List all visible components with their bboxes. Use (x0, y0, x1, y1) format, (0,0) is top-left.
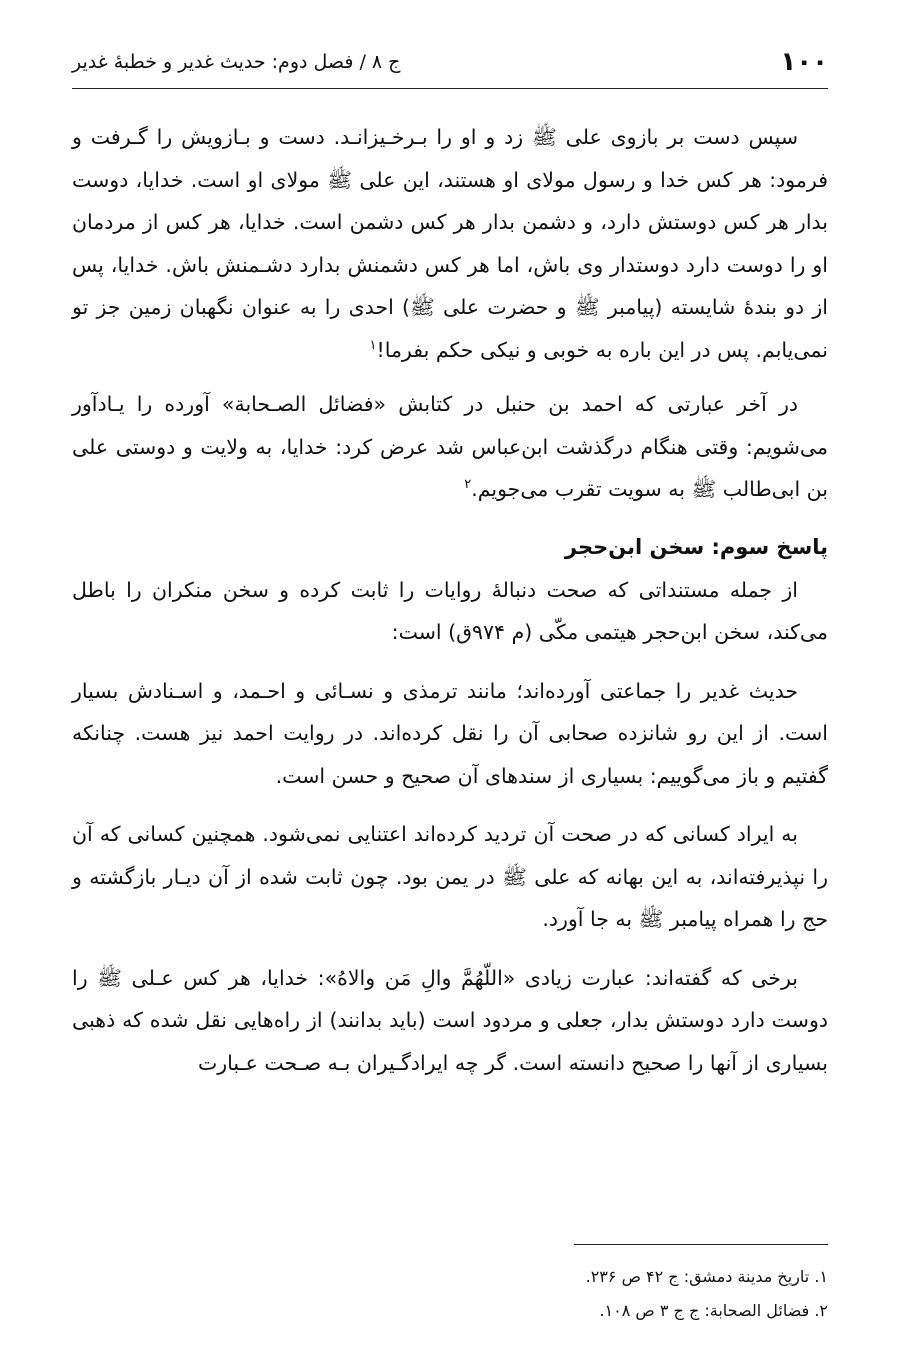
page-number: ۱۰۰ (780, 47, 828, 77)
footnote: ۱. تاریخ مدینة دمشق: ج ۴۲ ص ۲۳۶. (585, 1267, 828, 1286)
quoted-paragraph: به ایراد کسانی که در صحت آن تردید کرده‌اند اعتنایی نمی‌شود. همچنین کسانی که آن را نپذیرفته‌اند، به این بهانه که علی ﷺ در یمن بود. چون ثابت شده از آن دیـار بازگشته و حج را همراه پیامبر ﷺ به جا آورد. (72, 822, 828, 931)
footnotes (72, 1260, 828, 1328)
body-text (72, 116, 828, 1100)
footnote-divider (574, 1244, 828, 1245)
section-heading: پاسخ سوم: سخن ابن‌حجر (564, 534, 828, 559)
footnote-mark: ۲ (464, 477, 472, 493)
header-divider (72, 88, 828, 89)
paragraph (72, 116, 828, 371)
quoted-paragraph: برخی که گفته‌اند: عبارت زیادی «اللّهُمَّ والِ مَن والاهُ»: خدایا، هر کس عـلی ﷺ را دوست دارد دوستش بدار، جعلی و مردود است (باید بدانند) از راه‌هایی نقل شده که ذهبی بسیاری از آنها را صحیح دانسته است. گر چه ایرادگـیران بـه صـحت عـبارت (72, 965, 828, 1075)
paragraph: از جمله مستنداتی که صحت دنبالهٔ روایات را ثابت کرده و سخن منکران را باطل می‌کند، سخن ابن‌حجر هیتمی مکّی (م ۹۷۴ق) است: (72, 577, 828, 644)
paragraph-text: سپس دست بر بازوی علی ﷺ زد و او را بـرخـیزانـد. دست و بـازویش را گـرفت و فرمود: هر کس خدا و رسول مولای او هستند، این علی ﷺ مولای او است. خدایا، دوست بدار هر کس دوستش دارد، و دشمن بدار هر کس دشمن است. خدایا، هر کس از مردمان او را دوست دارد دوستدار وی باش، اما هر کس دشمنش بدارد دشـمنش باش. خدایا، پس از دو بندهٔ شایسته (پیامبر ﷺ و حضرت علی ﷺ) احدی را به عنوان نگهبان زمین جز تو نمی‌یابم. پس در این باره به خوبی و نیکی حکم بفرما! (72, 125, 828, 362)
footnote: ۲. فضائل الصحابة: ج ج ۳ ص ۱۰۸. (599, 1301, 828, 1320)
footnote-mark: ۱ (369, 337, 377, 353)
paragraph (72, 383, 828, 511)
running-title: ج ۸ / فصل دوم: حدیث غدیر و خطبهٔ غدیر (72, 51, 401, 73)
paragraph-text: در آخر عبارتی که احمد بن حنبل در کتابش «فضائل الصـحابة» آورده را یـادآور می‌شویم: وقتی هنگام درگذشت ابن‌عباس شد عرض کرد: خدایا، به ولایت و دوستی علی بن ابی‌طالب ﷺ به سویت تقرب می‌جویم. (72, 392, 828, 501)
quoted-paragraph: حدیث غدیر را جماعتی آورده‌اند؛ مانند ترمذی و نسـائی و احـمد، و اسـنادش بسیار است. از این رو شانزده صحابی آن را نقل کرده‌اند. در روایت احمد نیز هست. چنانکه گفتیم و باز می‌گوییم: بسیاری از سندهای آن صحیح و حسن است. (72, 678, 828, 788)
book-page (72, 28, 828, 1348)
page-header (72, 42, 828, 82)
